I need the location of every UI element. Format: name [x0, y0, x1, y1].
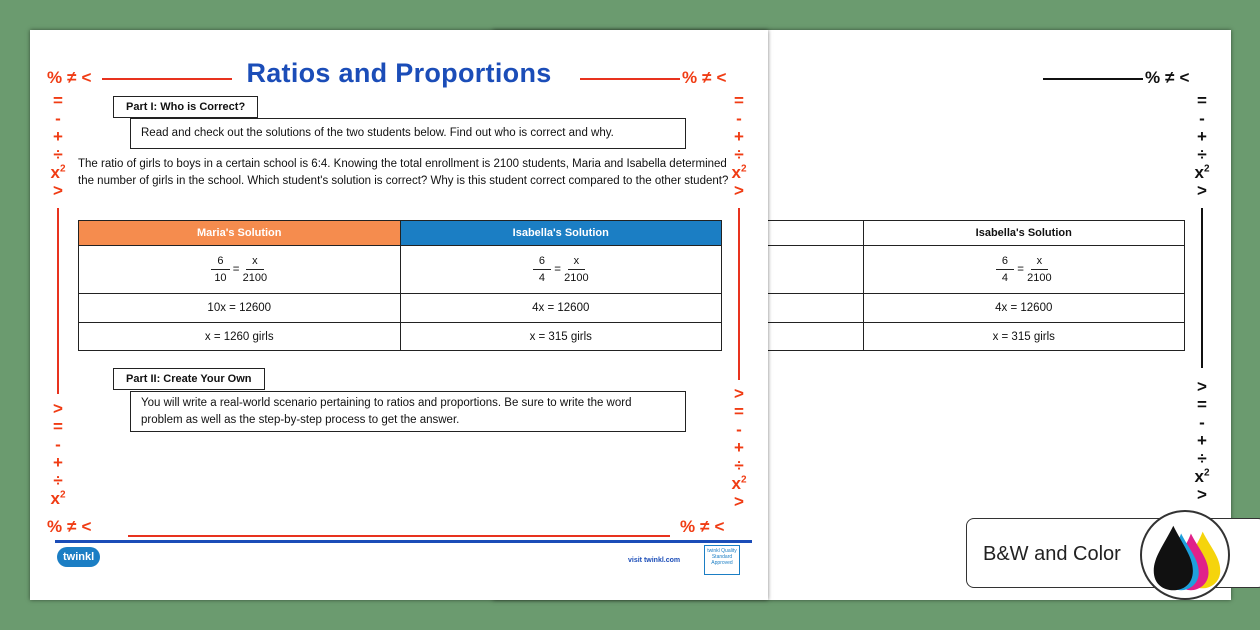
bw-border-symbols-right-bottom: > = - + ÷ $x^2$ >: [1194, 377, 1210, 504]
part2-label: Part II: Create Your Own: [113, 368, 265, 390]
border-symbols-left-bottom: > = - + ÷ $x^2$: [50, 399, 66, 508]
bw-title-rule-right: [1043, 78, 1143, 80]
maria-proportion: $\frac{6}{10}$ = $\frac{x}{2100}$: [79, 246, 401, 294]
bw-corner-symbols-top-right: %≠<: [1145, 68, 1195, 87]
maria-step2: 10x = 12600: [79, 294, 401, 323]
bw-border-symbols-right-top: = - + ÷ $x^2$ >: [1194, 91, 1210, 200]
border-rule-left: [57, 208, 59, 394]
worksheet-preview-color: [30, 30, 768, 600]
visit-link[interactable]: visit twinkl.com: [628, 557, 681, 564]
part1-instruction: Read and check out the solutions of the two students below. Find out who is correct and why.: [130, 118, 686, 149]
isabella-step3: x = 315 girls: [400, 323, 722, 351]
bw-isabella-proportion: $\frac{6}{4}$ = $\frac{x}{2100}$: [863, 246, 1185, 294]
worksheet-title: Ratios and Proportions: [246, 58, 552, 88]
corner-symbols-bottom-left: %≠<: [47, 517, 97, 536]
ink-drops-icon: [1140, 510, 1230, 600]
border-symbols-right-top: = - + ÷ $x^2$ >: [731, 91, 747, 200]
problem-text: The ratio of girls to boys in a certain school is 6:4. Knowing the total enrollment is 2100 students, Maria and Isabella determined the number of girls in the school. Which student's solution is correct? Why is this student correct compared to the other student?: [78, 158, 729, 187]
part1-label: Part I: Who is Correct?: [113, 96, 258, 118]
border-symbols-left-top: = - + ÷ $x^2$ >: [50, 91, 66, 200]
isabella-proportion: $\frac{6}{4}$ = $\frac{x}{2100}$: [400, 246, 722, 294]
quality-badge: twinkl Quality Standard Approved: [704, 545, 740, 575]
part2-instruction: You will write a real-world scenario pertaining to ratios and proportions. Be sure to write the word problem as well as the step-by-step process to get the answer.: [130, 391, 686, 432]
isabella-step2: 4x = 12600: [400, 294, 722, 323]
title-rule-right: [580, 78, 680, 80]
solutions-table: [78, 220, 722, 351]
corner-symbols-top-left: %≠<: [47, 68, 97, 87]
header-isabella: Isabella's Solution: [400, 221, 722, 246]
title-rule-left: [102, 78, 232, 80]
footer-rule: [55, 540, 752, 543]
bw-isabella-step3: x = 315 girls: [863, 323, 1185, 351]
border-rule-right: [738, 208, 740, 380]
bw-header-isabella: Isabella's Solution: [863, 221, 1185, 246]
bottom-rule: [128, 535, 670, 537]
maria-step3: x = 1260 girls: [79, 323, 401, 351]
border-symbols-right-bottom: > = - + ÷ $x^2$ >: [731, 384, 747, 511]
bw-isabella-step2: 4x = 12600: [863, 294, 1185, 323]
corner-symbols-top-right: %≠<: [682, 68, 732, 87]
bw-border-rule-right: [1201, 208, 1203, 368]
corner-symbols-bottom-right: %≠<: [680, 517, 730, 536]
format-label: B&W and Color: [983, 543, 1121, 565]
twinkl-logo: twinkl: [57, 547, 100, 567]
header-maria: Maria's Solution: [79, 221, 401, 246]
